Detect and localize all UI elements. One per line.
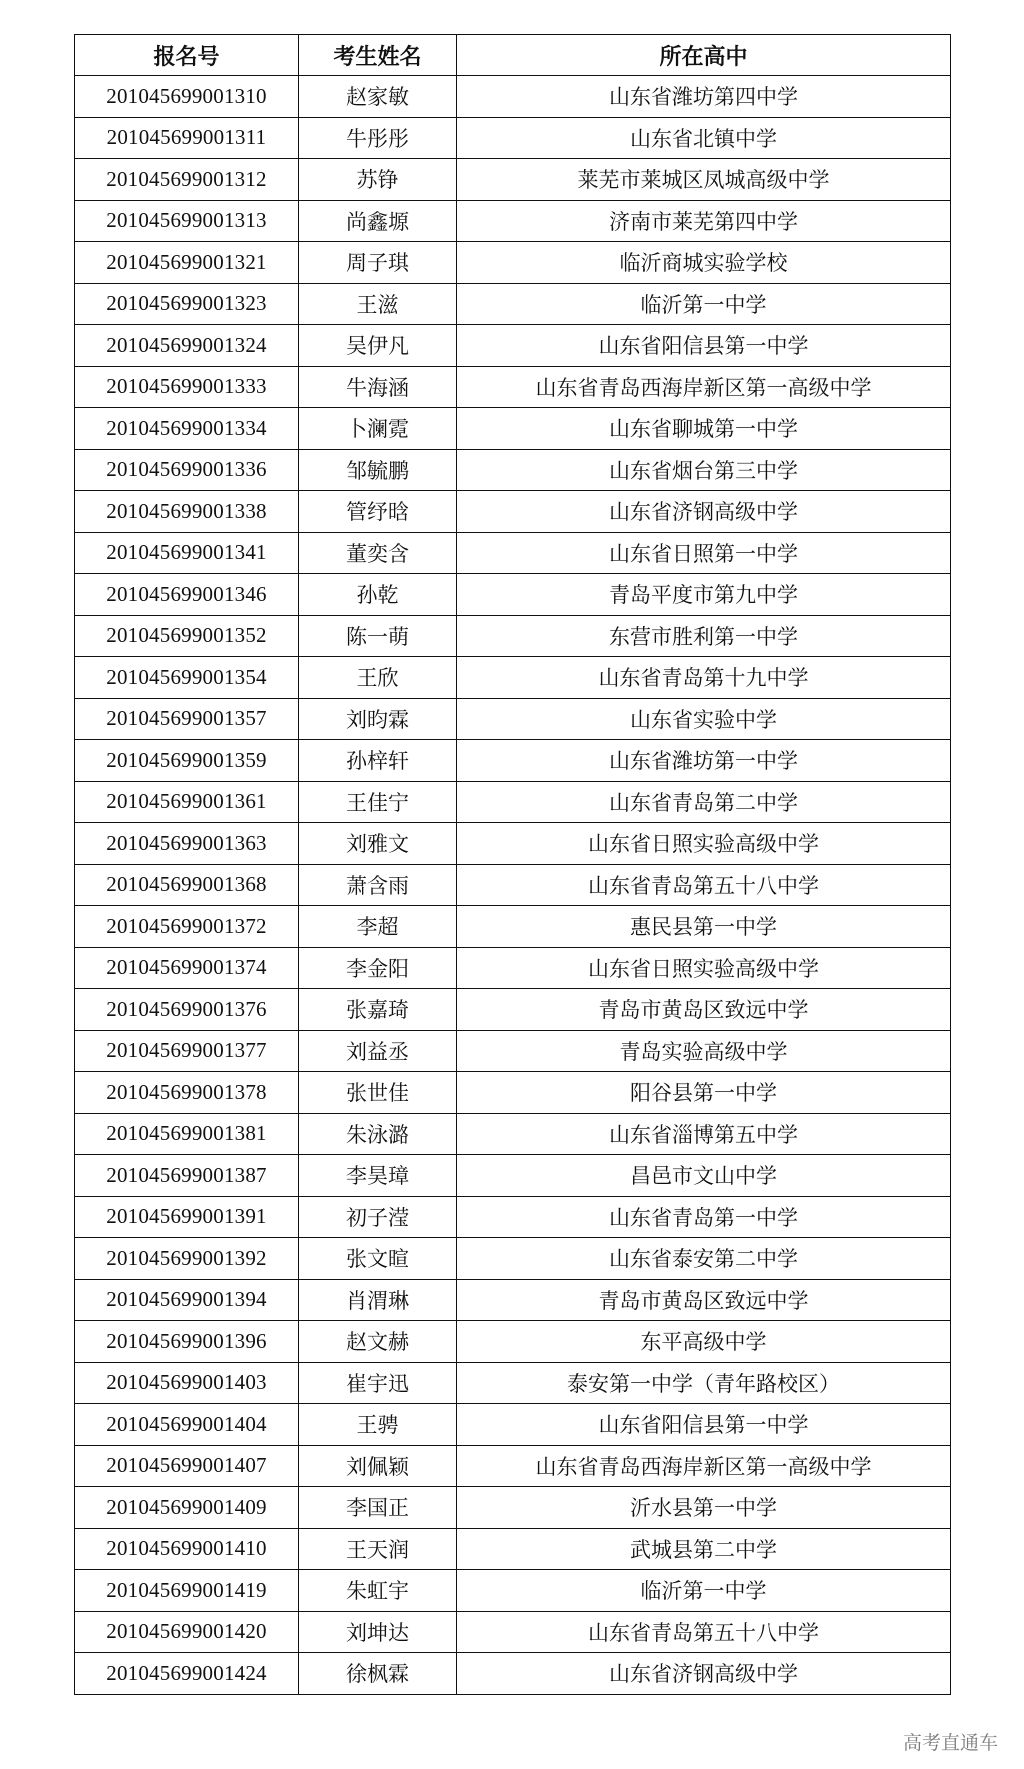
candidate-name-cell: 牛海涵 [299, 366, 457, 408]
table-row [75, 698, 951, 740]
registration-number-cell: 201045699001334 [75, 408, 299, 450]
registration-number-cell: 201045699001391 [75, 1196, 299, 1238]
registration-number-cell: 201045699001321 [75, 242, 299, 284]
high-school-cell: 山东省济钢高级中学 [457, 1653, 951, 1695]
high-school-cell: 山东省烟台第三中学 [457, 449, 951, 491]
table-row [75, 1072, 951, 1114]
high-school-cell: 山东省泰安第二中学 [457, 1238, 951, 1280]
high-school-cell: 青岛实验高级中学 [457, 1030, 951, 1072]
table-row [75, 989, 951, 1031]
header-candidate-name: 考生姓名 [299, 35, 457, 76]
table-row [75, 117, 951, 159]
high-school-cell: 莱芜市莱城区凤城高级中学 [457, 159, 951, 201]
candidate-name-cell: 李超 [299, 906, 457, 948]
admission-list-sheet [74, 34, 950, 1695]
high-school-cell: 东营市胜利第一中学 [457, 615, 951, 657]
candidate-name-cell: 刘坤达 [299, 1611, 457, 1653]
registration-number-cell: 201045699001357 [75, 698, 299, 740]
high-school-cell: 昌邑市文山中学 [457, 1155, 951, 1197]
registration-number-cell: 201045699001392 [75, 1238, 299, 1280]
table-row [75, 1404, 951, 1446]
candidate-name-cell: 卜澜霓 [299, 408, 457, 450]
registration-number-cell: 201045699001378 [75, 1072, 299, 1114]
table-row [75, 1155, 951, 1197]
registration-number-cell: 201045699001352 [75, 615, 299, 657]
candidate-name-cell: 王骋 [299, 1404, 457, 1446]
registration-number-cell: 201045699001372 [75, 906, 299, 948]
high-school-cell: 沂水县第一中学 [457, 1487, 951, 1529]
candidate-name-cell: 张世佳 [299, 1072, 457, 1114]
table-row [75, 1321, 951, 1363]
table-row [75, 283, 951, 325]
table-row [75, 1528, 951, 1570]
high-school-cell: 山东省北镇中学 [457, 117, 951, 159]
registration-number-cell: 201045699001311 [75, 117, 299, 159]
registration-number-cell: 201045699001420 [75, 1611, 299, 1653]
high-school-cell: 临沂商城实验学校 [457, 242, 951, 284]
candidate-name-cell: 徐枫霖 [299, 1653, 457, 1695]
high-school-cell: 山东省潍坊第一中学 [457, 740, 951, 782]
high-school-cell: 青岛平度市第九中学 [457, 574, 951, 616]
header-row [75, 35, 951, 76]
watermark-text: 高考直通车 [902, 1732, 998, 1754]
candidate-name-cell: 张文暄 [299, 1238, 457, 1280]
high-school-cell: 山东省实验中学 [457, 698, 951, 740]
registration-number-cell: 201045699001354 [75, 657, 299, 699]
high-school-cell: 临沂第一中学 [457, 1570, 951, 1612]
registration-number-cell: 201045699001333 [75, 366, 299, 408]
table-row [75, 325, 951, 367]
candidate-name-cell: 王天润 [299, 1528, 457, 1570]
high-school-cell: 青岛市黄岛区致远中学 [457, 989, 951, 1031]
candidate-name-cell: 赵文赫 [299, 1321, 457, 1363]
registration-number-cell: 201045699001381 [75, 1113, 299, 1155]
candidate-name-cell: 李昊璋 [299, 1155, 457, 1197]
table-row [75, 408, 951, 450]
registration-number-cell: 201045699001363 [75, 823, 299, 865]
high-school-cell: 山东省聊城第一中学 [457, 408, 951, 450]
table-row [75, 1030, 951, 1072]
table-row [75, 242, 951, 284]
registration-number-cell: 201045699001409 [75, 1487, 299, 1529]
registration-number-cell: 201045699001310 [75, 76, 299, 118]
table-row [75, 1113, 951, 1155]
high-school-cell: 济南市莱芜第四中学 [457, 200, 951, 242]
high-school-cell: 山东省青岛第十九中学 [457, 657, 951, 699]
table-row [75, 781, 951, 823]
header-registration-number: 报名号 [75, 35, 299, 76]
table-row [75, 947, 951, 989]
registration-number-cell: 201045699001410 [75, 1528, 299, 1570]
registration-number-cell: 201045699001313 [75, 200, 299, 242]
registration-number-cell: 201045699001336 [75, 449, 299, 491]
high-school-cell: 山东省日照实验高级中学 [457, 823, 951, 865]
registration-number-cell: 201045699001394 [75, 1279, 299, 1321]
high-school-cell: 山东省日照第一中学 [457, 532, 951, 574]
candidate-name-cell: 苏铮 [299, 159, 457, 201]
table-row [75, 1196, 951, 1238]
high-school-cell: 山东省青岛第五十八中学 [457, 864, 951, 906]
high-school-cell: 山东省青岛第五十八中学 [457, 1611, 951, 1653]
candidate-name-cell: 孙乾 [299, 574, 457, 616]
table-row [75, 615, 951, 657]
header-high-school: 所在高中 [457, 35, 951, 76]
candidate-name-cell: 邹毓鹏 [299, 449, 457, 491]
candidate-name-cell: 李国正 [299, 1487, 457, 1529]
high-school-cell: 山东省潍坊第四中学 [457, 76, 951, 118]
candidate-name-cell: 董奕含 [299, 532, 457, 574]
table-header [75, 35, 951, 76]
candidate-name-cell: 陈一萌 [299, 615, 457, 657]
table-row [75, 1487, 951, 1529]
candidate-name-cell: 管纾晗 [299, 491, 457, 533]
high-school-cell: 山东省青岛第二中学 [457, 781, 951, 823]
candidate-name-cell: 肖渭琳 [299, 1279, 457, 1321]
high-school-cell: 山东省青岛西海岸新区第一高级中学 [457, 1445, 951, 1487]
registration-number-cell: 201045699001419 [75, 1570, 299, 1612]
table-row [75, 1238, 951, 1280]
candidate-name-cell: 王滋 [299, 283, 457, 325]
candidate-name-cell: 朱泳潞 [299, 1113, 457, 1155]
high-school-cell: 山东省青岛西海岸新区第一高级中学 [457, 366, 951, 408]
candidate-name-cell: 刘佩颖 [299, 1445, 457, 1487]
candidate-name-cell: 王欣 [299, 657, 457, 699]
table-row [75, 366, 951, 408]
high-school-cell: 山东省阳信县第一中学 [457, 1404, 951, 1446]
table-row [75, 1362, 951, 1404]
registration-number-cell: 201045699001407 [75, 1445, 299, 1487]
candidate-name-cell: 初子滢 [299, 1196, 457, 1238]
table-row [75, 532, 951, 574]
candidate-name-cell: 刘昀霖 [299, 698, 457, 740]
table-row [75, 1279, 951, 1321]
candidate-name-cell: 赵家敏 [299, 76, 457, 118]
high-school-cell: 武城县第二中学 [457, 1528, 951, 1570]
table-row [75, 823, 951, 865]
registration-number-cell: 201045699001312 [75, 159, 299, 201]
registration-number-cell: 201045699001346 [75, 574, 299, 616]
registration-number-cell: 201045699001323 [75, 283, 299, 325]
high-school-cell: 泰安第一中学（青年路校区） [457, 1362, 951, 1404]
registration-number-cell: 201045699001403 [75, 1362, 299, 1404]
table-row [75, 76, 951, 118]
table-row [75, 906, 951, 948]
candidate-name-cell: 张嘉琦 [299, 989, 457, 1031]
candidate-name-cell: 萧含雨 [299, 864, 457, 906]
candidate-name-cell: 朱虹宇 [299, 1570, 457, 1612]
table-row [75, 1653, 951, 1695]
high-school-cell: 山东省淄博第五中学 [457, 1113, 951, 1155]
candidate-name-cell: 崔宇迅 [299, 1362, 457, 1404]
high-school-cell: 东平高级中学 [457, 1321, 951, 1363]
high-school-cell: 山东省济钢高级中学 [457, 491, 951, 533]
registration-number-cell: 201045699001361 [75, 781, 299, 823]
table-row [75, 1445, 951, 1487]
table-row [75, 740, 951, 782]
registration-number-cell: 201045699001396 [75, 1321, 299, 1363]
table-row [75, 574, 951, 616]
table-row [75, 491, 951, 533]
registration-number-cell: 201045699001387 [75, 1155, 299, 1197]
candidate-name-cell: 牛彤彤 [299, 117, 457, 159]
table-row [75, 864, 951, 906]
admission-table [74, 34, 951, 1695]
high-school-cell: 山东省阳信县第一中学 [457, 325, 951, 367]
candidate-name-cell: 周子琪 [299, 242, 457, 284]
registration-number-cell: 201045699001377 [75, 1030, 299, 1072]
high-school-cell: 临沂第一中学 [457, 283, 951, 325]
candidate-name-cell: 刘雅文 [299, 823, 457, 865]
table-row [75, 200, 951, 242]
table-row [75, 657, 951, 699]
registration-number-cell: 201045699001359 [75, 740, 299, 782]
table-row [75, 1611, 951, 1653]
high-school-cell: 山东省青岛第一中学 [457, 1196, 951, 1238]
registration-number-cell: 201045699001424 [75, 1653, 299, 1695]
candidate-name-cell: 王佳宁 [299, 781, 457, 823]
registration-number-cell: 201045699001376 [75, 989, 299, 1031]
candidate-name-cell: 刘益丞 [299, 1030, 457, 1072]
high-school-cell: 山东省日照实验高级中学 [457, 947, 951, 989]
candidate-name-cell: 吴伊凡 [299, 325, 457, 367]
candidate-name-cell: 尚鑫塬 [299, 200, 457, 242]
registration-number-cell: 201045699001338 [75, 491, 299, 533]
high-school-cell: 阳谷县第一中学 [457, 1072, 951, 1114]
registration-number-cell: 201045699001374 [75, 947, 299, 989]
registration-number-cell: 201045699001341 [75, 532, 299, 574]
high-school-cell: 惠民县第一中学 [457, 906, 951, 948]
registration-number-cell: 201045699001404 [75, 1404, 299, 1446]
candidate-name-cell: 李金阳 [299, 947, 457, 989]
registration-number-cell: 201045699001368 [75, 864, 299, 906]
candidate-name-cell: 孙梓轩 [299, 740, 457, 782]
registration-number-cell: 201045699001324 [75, 325, 299, 367]
table-row [75, 1570, 951, 1612]
table-row [75, 449, 951, 491]
high-school-cell: 青岛市黄岛区致远中学 [457, 1279, 951, 1321]
table-body [75, 76, 951, 1695]
table-row [75, 159, 951, 201]
